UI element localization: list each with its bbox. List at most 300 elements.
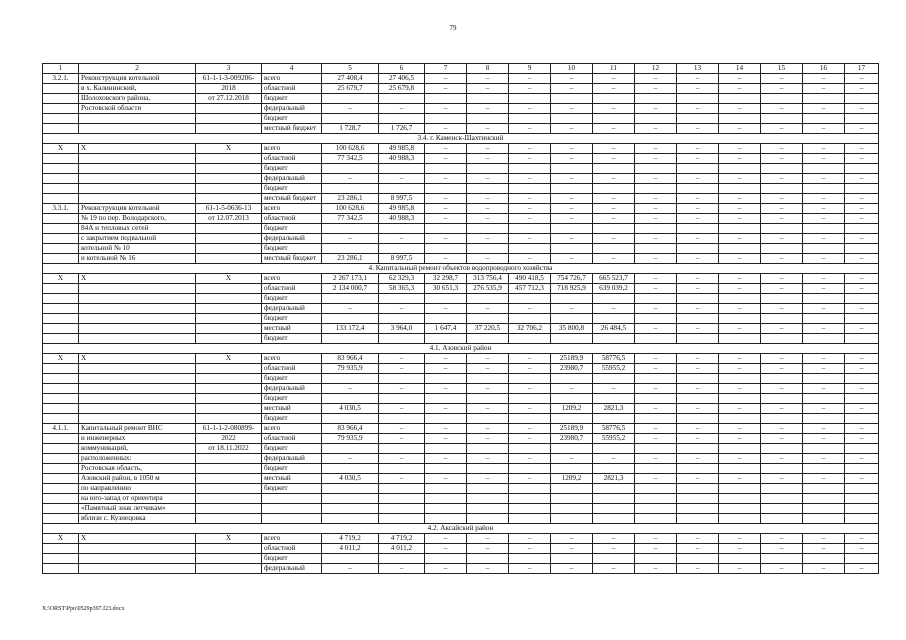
table-cell [719, 444, 761, 454]
table-cell: областной [262, 364, 322, 374]
section-heading: 4. Капитальный ремонт объектов водопроводного хозяйства [43, 264, 879, 274]
table-cell: 49 985,8 [379, 204, 425, 214]
table-cell: – [803, 104, 845, 114]
table-cell [79, 194, 196, 204]
table-row [43, 414, 879, 424]
table-cell: 754 726,7 [551, 274, 593, 284]
table-cell: – [761, 104, 803, 114]
table-cell: – [467, 144, 509, 154]
table-cell [425, 554, 467, 564]
table-cell: – [593, 384, 635, 394]
table-cell: и котельной № 16 [79, 254, 196, 264]
table-cell: расположенных: [79, 454, 196, 464]
table-cell [761, 224, 803, 234]
table-cell [43, 154, 79, 164]
table-cell: – [761, 534, 803, 544]
table-cell: бюджет [262, 224, 322, 234]
table-cell: – [593, 144, 635, 154]
table-cell [79, 314, 196, 324]
table-cell [677, 554, 719, 564]
table-row [43, 234, 879, 244]
table-cell [593, 94, 635, 104]
column-number: 8 [467, 64, 509, 74]
table-cell: – [467, 424, 509, 434]
table-cell: – [509, 434, 551, 444]
table-cell [425, 514, 467, 524]
table-cell: – [635, 384, 677, 394]
table-cell [425, 504, 467, 514]
table-cell [509, 244, 551, 254]
table-cell: – [803, 454, 845, 464]
table-cell: – [719, 304, 761, 314]
table-cell [467, 94, 509, 104]
table-cell: – [509, 474, 551, 484]
table-cell: 133 172,4 [322, 324, 379, 334]
table-cell: – [379, 474, 425, 484]
table-cell: – [593, 124, 635, 134]
table-cell: – [677, 214, 719, 224]
table-cell: – [677, 534, 719, 544]
table-cell: 77 342,5 [322, 214, 379, 224]
table-row [43, 164, 879, 174]
table-cell [803, 444, 845, 454]
table-cell: – [635, 234, 677, 244]
table-cell [677, 334, 719, 344]
table-cell: – [635, 354, 677, 364]
table-cell: – [635, 534, 677, 544]
table-cell: – [467, 354, 509, 364]
table-cell: – [635, 284, 677, 294]
table-row [43, 154, 879, 164]
table-cell: – [593, 154, 635, 164]
table-cell [425, 314, 467, 324]
table-cell: 100 628,6 [322, 144, 379, 154]
table-cell: Шолоховского района, [79, 94, 196, 104]
table-cell [761, 244, 803, 254]
table-cell [43, 324, 79, 334]
table-cell [593, 484, 635, 494]
table-cell [803, 244, 845, 254]
table-cell [761, 444, 803, 454]
table-cell: 490 418,5 [509, 274, 551, 284]
table-cell [719, 94, 761, 104]
table-cell: Х [43, 274, 79, 284]
table-row [43, 364, 879, 374]
table-cell: – [635, 274, 677, 284]
table-cell: – [509, 174, 551, 184]
table-cell: местный бюджет [262, 194, 322, 204]
table-cell [196, 244, 262, 254]
table-cell: 3.2.1. [43, 74, 79, 84]
table-cell: – [677, 74, 719, 84]
table-row [43, 84, 879, 94]
table-cell [43, 214, 79, 224]
table-row [43, 174, 879, 184]
table-cell [43, 124, 79, 134]
table-cell [43, 174, 79, 184]
table-cell [845, 464, 879, 474]
table-cell: – [379, 234, 425, 244]
table-cell [322, 114, 379, 124]
table-cell: Х [79, 534, 196, 544]
table-row [43, 274, 879, 284]
table-cell [196, 314, 262, 324]
table-cell [467, 484, 509, 494]
table-cell: областной [262, 284, 322, 294]
table-cell: – [551, 234, 593, 244]
table-cell [803, 224, 845, 234]
table-cell [509, 504, 551, 514]
table-cell: – [803, 324, 845, 334]
table-cell [467, 414, 509, 424]
table-cell: от 18.11.2022 [196, 444, 262, 454]
table-cell: – [677, 404, 719, 414]
table-cell: – [719, 324, 761, 334]
table-cell [593, 334, 635, 344]
table-cell [635, 494, 677, 504]
table-cell: – [719, 124, 761, 134]
table-cell: – [509, 354, 551, 364]
table-cell: – [467, 74, 509, 84]
table-cell: – [467, 474, 509, 484]
table-row [43, 554, 879, 564]
table-cell: Реконструкция котельной [79, 74, 196, 84]
table-cell [509, 314, 551, 324]
table-cell: – [719, 534, 761, 544]
table-cell [845, 334, 879, 344]
table-cell [845, 94, 879, 104]
table-cell: – [467, 454, 509, 464]
table-cell: – [677, 474, 719, 484]
table-cell: – [719, 354, 761, 364]
table-cell: 1 728,7 [322, 124, 379, 134]
table-cell [803, 334, 845, 344]
table-row [43, 374, 879, 384]
table-cell [43, 554, 79, 564]
table-cell: – [509, 104, 551, 114]
table-cell: – [803, 424, 845, 434]
table-cell: – [845, 194, 879, 204]
table-cell: – [467, 104, 509, 114]
table-cell [322, 514, 379, 524]
table-cell: всего [262, 204, 322, 214]
table-cell: – [467, 544, 509, 554]
table-cell: – [467, 364, 509, 374]
table-cell [677, 114, 719, 124]
table-cell: – [761, 214, 803, 224]
column-number: 7 [425, 64, 467, 74]
table-cell: – [379, 104, 425, 114]
table-cell [322, 244, 379, 254]
table-cell: бюджет [262, 184, 322, 194]
column-number: 11 [593, 64, 635, 74]
table-cell [196, 324, 262, 334]
table-cell: – [593, 104, 635, 114]
table-cell: – [593, 194, 635, 204]
table-cell [551, 94, 593, 104]
table-cell: 55955,2 [593, 434, 635, 444]
column-number: 3 [196, 64, 262, 74]
table-cell: коммуникаций, [79, 444, 196, 454]
table-cell: 4 719,2 [322, 534, 379, 544]
table-cell [803, 554, 845, 564]
table-cell: 23980,7 [551, 364, 593, 374]
table-row [43, 214, 879, 224]
table-cell [322, 414, 379, 424]
table-cell: – [635, 564, 677, 574]
table-cell [196, 514, 262, 524]
table-cell [551, 184, 593, 194]
table-cell: – [509, 144, 551, 154]
table-cell: – [635, 404, 677, 414]
table-cell: 61-1-5-0636-13 [196, 204, 262, 214]
table-cell: 58776,5 [593, 424, 635, 434]
table-cell: 30 651,3 [425, 284, 467, 294]
table-cell [803, 294, 845, 304]
table-cell [262, 504, 322, 514]
table-row [43, 94, 879, 104]
table-cell: – [803, 214, 845, 224]
table-cell [845, 244, 879, 254]
table-cell: – [803, 144, 845, 154]
table-cell: – [509, 214, 551, 224]
table-cell: – [467, 254, 509, 264]
table-cell [845, 484, 879, 494]
table-cell: 40 988,3 [379, 154, 425, 164]
table-cell: – [593, 234, 635, 244]
table-cell: – [845, 234, 879, 244]
table-cell [551, 224, 593, 234]
table-row [43, 404, 879, 414]
table-cell [425, 224, 467, 234]
table-cell: Ростовская область, [79, 464, 196, 474]
table-cell: – [379, 384, 425, 394]
table-cell [509, 114, 551, 124]
table-cell: – [803, 194, 845, 204]
table-cell: всего [262, 144, 322, 154]
table-cell [803, 514, 845, 524]
table-cell: – [593, 454, 635, 464]
table-cell [196, 464, 262, 474]
table-cell [322, 494, 379, 504]
table-cell [322, 394, 379, 404]
table-cell: – [761, 234, 803, 244]
table-cell: 100 628,6 [322, 204, 379, 214]
table-cell: 2821,3 [593, 404, 635, 414]
table-cell: бюджет [262, 444, 322, 454]
table-row [43, 294, 879, 304]
table-cell [196, 564, 262, 574]
table-cell [551, 464, 593, 474]
table-row [43, 324, 879, 334]
table-cell: 2022 [196, 434, 262, 444]
table-cell [425, 294, 467, 304]
table-cell: 25 679,7 [322, 84, 379, 94]
table-cell [379, 184, 425, 194]
table-cell [322, 224, 379, 234]
table-cell: – [509, 124, 551, 134]
table-cell [803, 314, 845, 324]
table-cell [677, 294, 719, 304]
table-cell [79, 364, 196, 374]
table-cell: – [677, 204, 719, 214]
table-cell [845, 184, 879, 194]
table-cell: – [593, 204, 635, 214]
table-cell: – [719, 84, 761, 94]
table-cell [322, 484, 379, 494]
table-cell: 4 719,2 [379, 534, 425, 544]
table-cell [43, 464, 79, 474]
table-cell [635, 514, 677, 524]
table-cell [322, 334, 379, 344]
table-cell [635, 554, 677, 564]
table-cell [635, 374, 677, 384]
table-cell [79, 564, 196, 574]
table-cell [196, 174, 262, 184]
table-cell: федеральный [262, 304, 322, 314]
table-cell [379, 374, 425, 384]
table-cell: федеральный [262, 174, 322, 184]
table-cell: котельной № 10 [79, 244, 196, 254]
table-cell: бюджет [262, 394, 322, 404]
table-cell [509, 494, 551, 504]
table-cell: 2018 [196, 84, 262, 94]
table-cell [79, 304, 196, 314]
table-cell [79, 544, 196, 554]
table-cell [677, 184, 719, 194]
table-cell [79, 554, 196, 564]
table-cell: бюджет [262, 94, 322, 104]
table-cell: – [635, 304, 677, 314]
table-cell: – [635, 104, 677, 114]
table-row [43, 144, 879, 154]
table-cell [196, 414, 262, 424]
table-cell: – [803, 544, 845, 554]
table-cell [467, 554, 509, 564]
table-cell [845, 314, 879, 324]
table-cell: – [761, 304, 803, 314]
table-cell: – [719, 104, 761, 114]
table-cell [803, 184, 845, 194]
table-row [43, 464, 879, 474]
table-cell: 718 925,9 [551, 284, 593, 294]
table-cell [719, 374, 761, 384]
table-cell [43, 444, 79, 454]
table-cell: 55955,2 [593, 364, 635, 374]
table-cell [79, 414, 196, 424]
table-cell [467, 334, 509, 344]
table-row [43, 244, 879, 254]
table-cell: – [509, 254, 551, 264]
table-cell [196, 164, 262, 174]
table-cell [845, 164, 879, 174]
table-cell [803, 504, 845, 514]
table-cell [196, 484, 262, 494]
table-cell: – [509, 84, 551, 94]
table-cell [719, 464, 761, 474]
table-cell: – [803, 434, 845, 444]
table-cell [761, 164, 803, 174]
table-cell [425, 494, 467, 504]
table-cell: с закрытием подвальной [79, 234, 196, 244]
table-cell: – [635, 154, 677, 164]
table-cell: – [719, 284, 761, 294]
table-cell: – [509, 384, 551, 394]
table-cell: 3.3.1. [43, 204, 79, 214]
table-cell: – [593, 174, 635, 184]
table-cell [196, 154, 262, 164]
table-cell: – [803, 474, 845, 484]
table-cell: – [509, 564, 551, 574]
table-cell: Х [43, 144, 79, 154]
table-cell [196, 234, 262, 244]
table-cell: – [425, 354, 467, 364]
table-cell: – [845, 324, 879, 334]
table-cell [803, 114, 845, 124]
table-cell [677, 464, 719, 474]
table-cell [196, 454, 262, 464]
table-cell: – [677, 424, 719, 434]
table-cell [803, 414, 845, 424]
table-row [43, 434, 879, 444]
section-heading-row [43, 524, 879, 534]
table-cell: вблизи с. Кузнецовка [79, 514, 196, 524]
table-cell [635, 114, 677, 124]
table-cell: – [719, 144, 761, 154]
table-cell: 665 523,7 [593, 274, 635, 284]
table-cell [43, 384, 79, 394]
table-cell: – [509, 194, 551, 204]
table-cell [761, 464, 803, 474]
table-row [43, 474, 879, 484]
table-cell: – [467, 194, 509, 204]
table-cell: 26 484,5 [593, 324, 635, 334]
table-cell: в х. Калининский, [79, 84, 196, 94]
table-cell [803, 94, 845, 104]
table-cell: – [803, 364, 845, 374]
table-cell: – [635, 434, 677, 444]
table-cell [43, 114, 79, 124]
table-cell: федеральный [262, 564, 322, 574]
table-cell: – [467, 434, 509, 444]
table-cell [761, 494, 803, 504]
table-cell [635, 224, 677, 234]
table-cell: Х [196, 144, 262, 154]
table-cell [845, 554, 879, 564]
table-cell [677, 414, 719, 424]
table-cell [593, 494, 635, 504]
table-cell [196, 404, 262, 414]
table-cell [379, 444, 425, 454]
table-cell [379, 114, 425, 124]
table-row [43, 284, 879, 294]
table-cell [803, 394, 845, 404]
column-number: 6 [379, 64, 425, 74]
table-cell [719, 224, 761, 234]
section-heading-row [43, 344, 879, 354]
table-cell: – [803, 124, 845, 134]
table-cell: – [425, 434, 467, 444]
table-cell: – [803, 84, 845, 94]
table-cell: 27 408,4 [322, 74, 379, 84]
table-cell: – [425, 254, 467, 264]
table-cell [43, 394, 79, 404]
table-cell [43, 194, 79, 204]
table-cell: 32 298,7 [425, 274, 467, 284]
table-cell: – [719, 454, 761, 464]
table-cell: 32 706,2 [509, 324, 551, 334]
column-number: 13 [677, 64, 719, 74]
